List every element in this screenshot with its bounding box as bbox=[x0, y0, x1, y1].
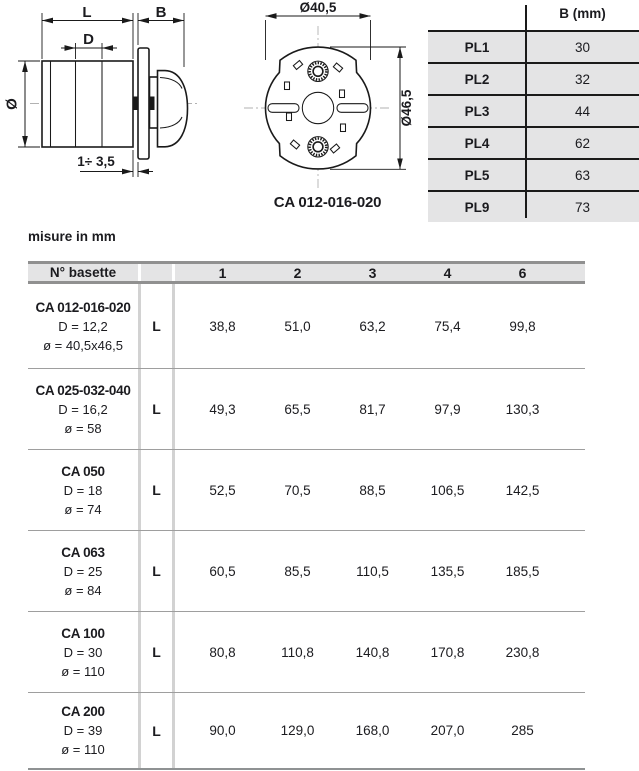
column-header: 4 bbox=[443, 264, 452, 281]
pl-b-value: 30 bbox=[574, 39, 591, 55]
table-row bbox=[428, 94, 639, 126]
dimension-value: 63,2 bbox=[359, 318, 386, 334]
dimension-value: 97,9 bbox=[434, 401, 461, 417]
pl-b-value: 32 bbox=[574, 71, 591, 87]
dim-label-d465: Ø46,5 bbox=[399, 89, 414, 127]
shaft bbox=[149, 97, 155, 111]
model-name: CA 050 bbox=[61, 463, 105, 479]
column-header: 6 bbox=[518, 264, 527, 281]
pl-code: PL5 bbox=[464, 167, 490, 183]
front-plate bbox=[138, 48, 149, 159]
values-cell bbox=[175, 369, 585, 449]
pl-b-value: 44 bbox=[574, 103, 591, 119]
switch-body bbox=[42, 61, 133, 147]
dimensions-table-header bbox=[28, 261, 585, 284]
model-d: D = 12,2 bbox=[58, 318, 108, 334]
l-cell: L bbox=[138, 531, 175, 611]
dimension-value: 38,8 bbox=[209, 318, 236, 334]
values-cell bbox=[175, 531, 585, 611]
dimension-value: 230,8 bbox=[505, 644, 540, 660]
dimension-value: 52,5 bbox=[209, 482, 236, 498]
model-cell bbox=[28, 531, 138, 611]
model-d: D = 39 bbox=[63, 723, 103, 738]
dimension-value: 60,5 bbox=[209, 563, 236, 579]
l-cell: L bbox=[138, 693, 175, 768]
model-name: CA 063 bbox=[61, 544, 105, 560]
dimension-value: 170,8 bbox=[430, 644, 465, 660]
front-view-caption: CA 012-016-020 bbox=[273, 194, 382, 211]
shaft bbox=[133, 97, 139, 111]
dimension-value: 49,3 bbox=[209, 401, 236, 417]
model-name: CA 100 bbox=[61, 625, 105, 641]
table-row bbox=[28, 284, 585, 369]
dimensions-table bbox=[28, 261, 585, 770]
dimension-value: 110,5 bbox=[356, 563, 389, 579]
table-row bbox=[28, 693, 585, 768]
dimension-value: 135,5 bbox=[430, 563, 465, 579]
model-dia: ø = 110 bbox=[61, 742, 105, 757]
front-view-drawing bbox=[230, 0, 425, 193]
pl-code: PL1 bbox=[464, 39, 490, 55]
dimension-value: 142,5 bbox=[505, 482, 540, 498]
values-cell bbox=[175, 284, 585, 368]
model-dia: ø = 110 bbox=[61, 663, 105, 679]
model-name: CA 200 bbox=[61, 704, 105, 719]
dimension-value: 130,3 bbox=[505, 401, 540, 417]
dim-label-diameter: Ø bbox=[3, 98, 21, 110]
table-row bbox=[28, 369, 585, 450]
dimension-value: 75,4 bbox=[434, 318, 461, 334]
dimension-value: 65,5 bbox=[284, 401, 311, 417]
model-d: D = 25 bbox=[63, 563, 103, 579]
table-row bbox=[428, 30, 639, 62]
l-cell: L bbox=[138, 284, 175, 368]
l-cell: L bbox=[138, 612, 175, 692]
dimension-value: 129,0 bbox=[280, 723, 315, 738]
model-dia: ø = 40,5x46,5 bbox=[43, 337, 123, 353]
model-dia: ø = 84 bbox=[64, 582, 102, 598]
model-d: D = 18 bbox=[63, 482, 103, 498]
pl-header-b-mm: B (mm) bbox=[559, 6, 606, 21]
dimension-value: 110,8 bbox=[281, 644, 314, 660]
dim-label-d405: Ø40,5 bbox=[299, 0, 337, 15]
model-d: D = 30 bbox=[63, 644, 103, 660]
pl-code: PL3 bbox=[464, 103, 490, 119]
header-l-spacer bbox=[138, 264, 175, 281]
dim-label-thickness: 1÷ 3,5 bbox=[77, 154, 115, 169]
dimension-value: 80,8 bbox=[209, 644, 236, 660]
dimension-value: 81,7 bbox=[359, 401, 386, 417]
dimension-value: 168,0 bbox=[355, 723, 390, 738]
pl-b-value: 63 bbox=[574, 167, 591, 183]
table-row bbox=[28, 450, 585, 531]
dim-label-D: D bbox=[83, 31, 94, 48]
table-row bbox=[28, 531, 585, 612]
table-row bbox=[428, 190, 639, 222]
model-name: CA 025-032-040 bbox=[35, 382, 131, 398]
pl-code: PL4 bbox=[464, 135, 490, 151]
model-dia: ø = 74 bbox=[64, 501, 102, 517]
dimension-value: 85,5 bbox=[284, 563, 311, 579]
units-note: misure in mm bbox=[28, 229, 116, 244]
table-row bbox=[428, 158, 639, 190]
model-dia: ø = 58 bbox=[64, 420, 102, 436]
model-cell bbox=[28, 693, 138, 768]
column-header: 3 bbox=[368, 264, 377, 281]
dimension-value: 51,0 bbox=[284, 318, 311, 334]
model-cell bbox=[28, 369, 138, 449]
dim-label-B: B bbox=[155, 4, 167, 21]
dimension-value: 90,0 bbox=[209, 723, 236, 738]
dimension-value: 140,8 bbox=[355, 644, 390, 660]
header-basette: N° basette bbox=[28, 264, 138, 281]
pl-code: PL9 bbox=[464, 199, 490, 215]
table-row bbox=[28, 612, 585, 693]
pl-table-divider bbox=[525, 5, 527, 218]
dimension-value: 207,0 bbox=[430, 723, 465, 738]
dimension-value: 88,5 bbox=[359, 482, 386, 498]
side-view-drawing bbox=[0, 0, 225, 195]
pl-table-header bbox=[428, 0, 639, 30]
knob bbox=[158, 71, 188, 147]
column-header: 2 bbox=[293, 264, 302, 281]
model-d: D = 16,2 bbox=[58, 401, 108, 417]
dimension-value: 285 bbox=[511, 723, 534, 738]
pl-code: PL2 bbox=[464, 71, 490, 87]
values-cell bbox=[175, 693, 585, 768]
dimension-value: 185,5 bbox=[505, 563, 540, 579]
table-row bbox=[428, 62, 639, 94]
model-name: CA 012-016-020 bbox=[35, 299, 131, 315]
model-cell bbox=[28, 612, 138, 692]
pl-b-value: 73 bbox=[574, 199, 591, 215]
dimension-value: 106,5 bbox=[430, 482, 465, 498]
model-cell bbox=[28, 450, 138, 530]
values-cell bbox=[175, 612, 585, 692]
dimension-value: 99,8 bbox=[509, 318, 536, 334]
pl-b-value: 62 bbox=[574, 135, 591, 151]
dimension-value: 70,5 bbox=[284, 482, 311, 498]
l-cell: L bbox=[138, 369, 175, 449]
header-pole-columns bbox=[175, 264, 585, 281]
dim-label-L: L bbox=[82, 4, 92, 21]
column-header: 1 bbox=[218, 264, 227, 281]
model-cell bbox=[28, 284, 138, 368]
table-row bbox=[428, 126, 639, 158]
values-cell bbox=[175, 450, 585, 530]
pl-b-table bbox=[428, 0, 639, 222]
l-cell: L bbox=[138, 450, 175, 530]
